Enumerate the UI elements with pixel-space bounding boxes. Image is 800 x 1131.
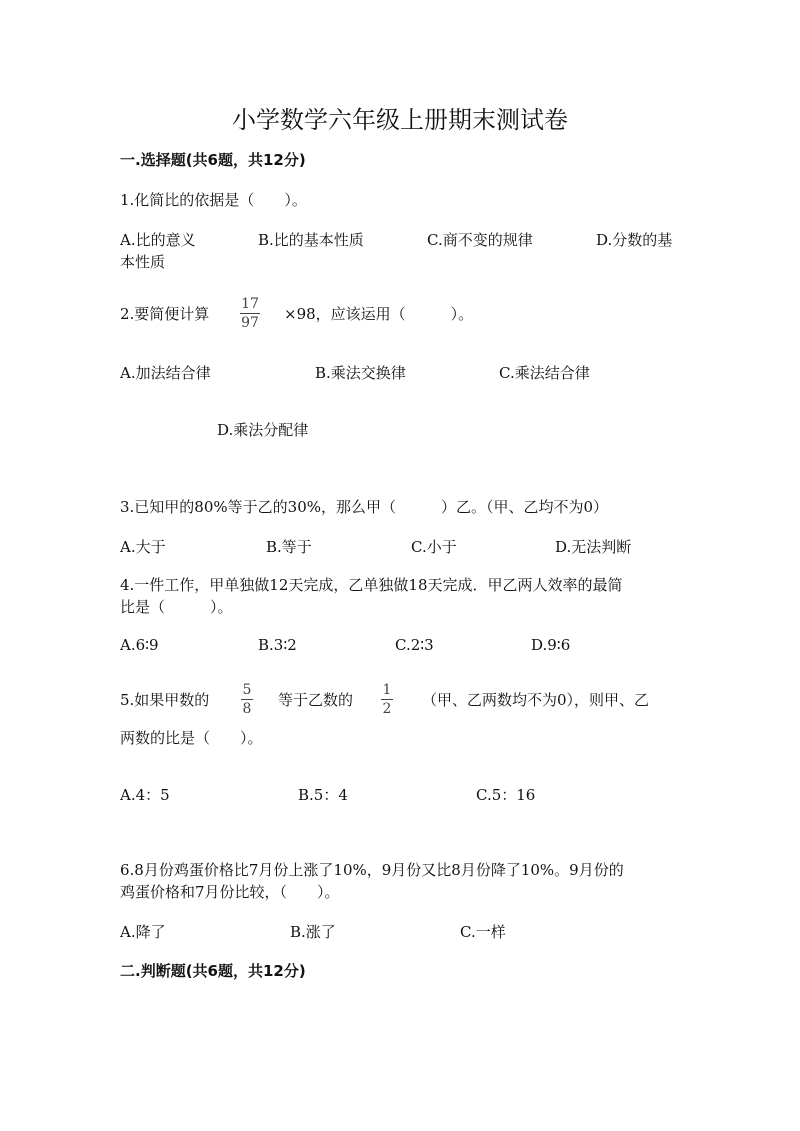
question-5-option-a: A.4：5 bbox=[120, 786, 170, 804]
question-5-suffix: （甲、乙两数均不为0），则甲、乙 bbox=[422, 691, 650, 709]
question-1-text: 1.化简比的依据是（ ）。 bbox=[120, 191, 307, 209]
question-2-suffix: ×98，应该运用（ ）。 bbox=[284, 305, 474, 323]
question-5-line-2: 两数的比是（ ）。 bbox=[120, 729, 263, 747]
section-heading-choice: 一.选择题(共6题，共12分) bbox=[120, 151, 306, 169]
fraction-denominator: 97 bbox=[241, 315, 259, 331]
question-5-prefix: 5.如果甲数的 bbox=[120, 691, 210, 709]
question-5-middle: 等于乙数的 bbox=[278, 691, 354, 709]
question-6-option-b: B.涨了 bbox=[290, 923, 336, 941]
question-3-option-d: D.无法判断 bbox=[555, 538, 632, 556]
fraction-bar bbox=[241, 699, 253, 700]
fraction-numerator: 17 bbox=[241, 296, 259, 312]
question-4-line-2: 比是（ ）。 bbox=[120, 598, 233, 616]
question-2-prefix: 2.要简便计算 bbox=[120, 305, 210, 323]
question-4-option-a: A.6∶9 bbox=[120, 636, 159, 654]
question-1-option-a: A.比的意义 bbox=[120, 231, 196, 249]
question-4-line-1: 4.一件工作，甲单独做12天完成，乙单独做18天完成．甲乙两人效率的最简 bbox=[120, 576, 623, 594]
question-4-option-b: B.3∶2 bbox=[258, 636, 297, 654]
question-2-fraction bbox=[240, 296, 260, 331]
fraction-denominator: 2 bbox=[382, 701, 392, 717]
question-5-fraction-1 bbox=[241, 682, 253, 717]
question-1-option-d-wrap: 本性质 bbox=[120, 253, 166, 271]
question-3-option-c: C.小于 bbox=[411, 538, 457, 556]
question-5-option-c: C.5：16 bbox=[476, 786, 536, 804]
page-title: 小学数学六年级上册期末测试卷 bbox=[232, 106, 568, 134]
fraction-numerator: 5 bbox=[242, 682, 252, 698]
question-6-line-1: 6.8月份鸡蛋价格比7月份上涨了10%，9月份又比8月份降了10%。9月份的 bbox=[120, 861, 624, 879]
question-4-option-d: D.9∶6 bbox=[531, 636, 571, 654]
question-5-fraction-2 bbox=[381, 682, 393, 717]
question-1-option-c: C.商不变的规律 bbox=[427, 231, 533, 249]
question-3-option-a: A.大于 bbox=[120, 538, 166, 556]
question-1-option-d: D.分数的基 bbox=[596, 231, 673, 249]
question-3-option-b: B.等于 bbox=[266, 538, 312, 556]
question-2-option-c: C.乘法结合律 bbox=[499, 364, 590, 382]
fraction-bar bbox=[381, 699, 393, 700]
question-2-option-b: B.乘法交换律 bbox=[315, 364, 406, 382]
fraction-bar bbox=[240, 313, 260, 314]
question-1-option-b: B.比的基本性质 bbox=[258, 231, 364, 249]
question-5-option-b: B.5：4 bbox=[298, 786, 348, 804]
question-2-option-d: D.乘法分配律 bbox=[217, 421, 309, 439]
question-6-option-c: C.一样 bbox=[460, 923, 506, 941]
fraction-denominator: 8 bbox=[242, 701, 252, 717]
question-4-option-c: C.2∶3 bbox=[395, 636, 434, 654]
fraction-numerator: 1 bbox=[382, 682, 392, 698]
question-2-option-a: A.加法结合律 bbox=[120, 364, 211, 382]
question-3-text: 3.已知甲的80%等于乙的30%，那么甲（ ）乙。（甲、乙均不为0） bbox=[120, 498, 609, 516]
question-6-line-2: 鸡蛋价格和7月份比较，（ ）。 bbox=[120, 883, 340, 901]
question-6-option-a: A.降了 bbox=[120, 923, 166, 941]
section-heading-judgement: 二.判断题(共6题，共12分) bbox=[120, 962, 306, 980]
